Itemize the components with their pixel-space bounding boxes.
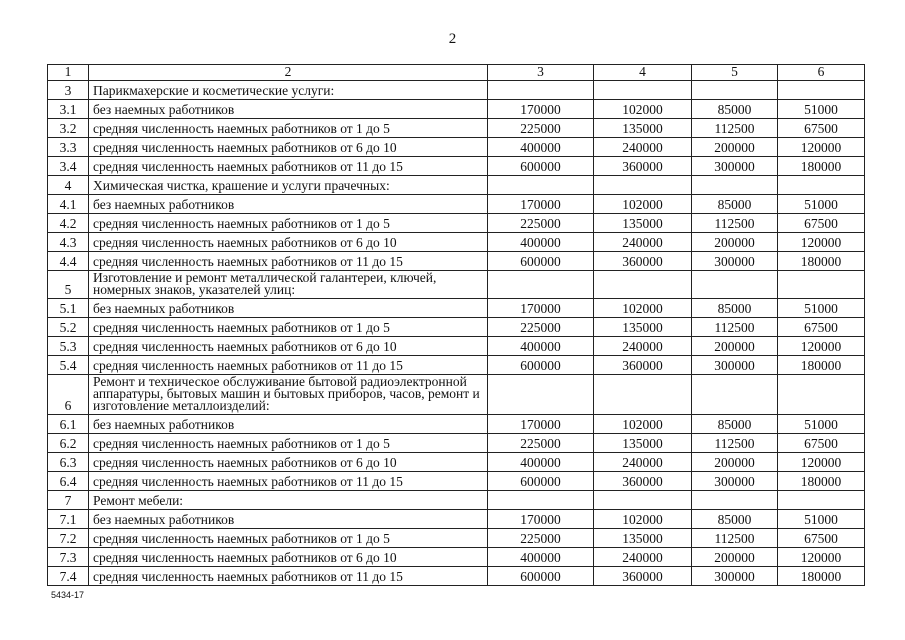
table-row	[48, 100, 865, 119]
row-value-col4: 102000	[594, 195, 692, 214]
table-row	[48, 529, 865, 548]
row-value-col6	[778, 271, 865, 299]
row-name-cell: Изготовление и ремонт металлической галантереи, ключей, номерных знаков, указателей улиц:	[89, 271, 488, 299]
row-value-col6: 67500	[778, 318, 865, 337]
row-value-col3	[488, 271, 594, 299]
row-value-col5: 200000	[692, 138, 778, 157]
row-value-col3: 400000	[488, 138, 594, 157]
table-row	[48, 233, 865, 252]
row-name-cell: средняя численность наемных работников от 1 до 5	[89, 214, 488, 233]
table-row	[48, 214, 865, 233]
row-value-col5: 85000	[692, 510, 778, 529]
tariff-table	[47, 64, 865, 586]
row-value-col6: 120000	[778, 138, 865, 157]
row-value-col3: 170000	[488, 100, 594, 119]
row-value-col4: 240000	[594, 233, 692, 252]
row-code-cell: 5.3	[48, 337, 89, 356]
row-value-col6: 120000	[778, 548, 865, 567]
row-code-cell: 6.3	[48, 453, 89, 472]
row-value-col4: 360000	[594, 157, 692, 176]
row-value-col6: 120000	[778, 453, 865, 472]
row-value-col5: 200000	[692, 233, 778, 252]
row-value-col3: 400000	[488, 337, 594, 356]
row-value-col3: 600000	[488, 472, 594, 491]
row-value-col4: 360000	[594, 252, 692, 271]
row-value-col6	[778, 375, 865, 415]
row-value-col4	[594, 176, 692, 195]
row-name-cell: средняя численность наемных работников от 11 до 15	[89, 157, 488, 176]
table-row	[48, 119, 865, 138]
row-value-col6	[778, 176, 865, 195]
table-row	[48, 299, 865, 318]
row-code-cell: 6.2	[48, 434, 89, 453]
row-value-col3: 600000	[488, 356, 594, 375]
row-value-col6: 51000	[778, 100, 865, 119]
row-value-col3	[488, 375, 594, 415]
row-value-col4	[594, 271, 692, 299]
table-row	[48, 318, 865, 337]
row-value-col4: 135000	[594, 214, 692, 233]
row-value-col6: 51000	[778, 415, 865, 434]
row-value-col5: 200000	[692, 548, 778, 567]
row-value-col5: 300000	[692, 157, 778, 176]
row-name-cell: без наемных работников	[89, 415, 488, 434]
row-value-col5: 300000	[692, 252, 778, 271]
row-value-col5	[692, 81, 778, 100]
table-row	[48, 415, 865, 434]
table-row	[48, 157, 865, 176]
row-value-col4: 240000	[594, 337, 692, 356]
row-value-col6: 67500	[778, 119, 865, 138]
row-code-cell: 4.2	[48, 214, 89, 233]
row-value-col3: 600000	[488, 157, 594, 176]
row-value-col5	[692, 375, 778, 415]
row-value-col4: 135000	[594, 318, 692, 337]
row-value-col4: 240000	[594, 548, 692, 567]
row-value-col5: 112500	[692, 434, 778, 453]
row-value-col4: 135000	[594, 434, 692, 453]
row-name-cell: Ремонт и техническое обслуживание бытовой радиоэлектронной аппаратуры, бытовых машин и бытовых приборов, часов, ремонт и изготовление металлоизделий:	[89, 375, 488, 415]
row-value-col4: 360000	[594, 472, 692, 491]
row-value-col6: 180000	[778, 472, 865, 491]
header-cell-1: 1	[48, 65, 89, 81]
row-value-col6: 120000	[778, 337, 865, 356]
row-value-col3: 225000	[488, 119, 594, 138]
row-name-cell: без наемных работников	[89, 510, 488, 529]
row-name-cell: средняя численность наемных работников от 11 до 15	[89, 252, 488, 271]
row-code-cell: 3.3	[48, 138, 89, 157]
row-value-col5: 112500	[692, 529, 778, 548]
header-cell-5: 5	[692, 65, 778, 81]
row-value-col3	[488, 491, 594, 510]
row-name-cell: средняя численность наемных работников от 1 до 5	[89, 119, 488, 138]
page-number: 2	[448, 31, 457, 47]
row-code-cell: 6	[48, 375, 89, 415]
row-code-cell: 7.3	[48, 548, 89, 567]
row-value-col3: 400000	[488, 453, 594, 472]
row-value-col6: 67500	[778, 214, 865, 233]
row-value-col5	[692, 271, 778, 299]
table-row	[48, 548, 865, 567]
row-value-col6: 180000	[778, 157, 865, 176]
row-value-col3: 225000	[488, 318, 594, 337]
row-code-cell: 7.4	[48, 567, 89, 586]
row-value-col5: 300000	[692, 356, 778, 375]
row-name-cell: без наемных работников	[89, 195, 488, 214]
row-value-col5: 85000	[692, 195, 778, 214]
row-value-col5: 112500	[692, 214, 778, 233]
row-name-cell: без наемных работников	[89, 100, 488, 119]
table-row	[48, 81, 865, 100]
row-name-cell: средняя численность наемных работников от 11 до 15	[89, 356, 488, 375]
row-value-col6: 51000	[778, 299, 865, 318]
table-row	[48, 271, 865, 299]
table-row	[48, 472, 865, 491]
row-code-cell: 5.4	[48, 356, 89, 375]
row-name-cell: средняя численность наемных работников от 1 до 5	[89, 529, 488, 548]
row-name-cell: Ремонт мебели:	[89, 491, 488, 510]
row-code-cell: 4.3	[48, 233, 89, 252]
row-value-col3: 170000	[488, 299, 594, 318]
row-value-col3: 400000	[488, 548, 594, 567]
row-value-col5: 300000	[692, 472, 778, 491]
row-value-col4	[594, 81, 692, 100]
row-name-cell: средняя численность наемных работников от 11 до 15	[89, 472, 488, 491]
row-code-cell: 5.1	[48, 299, 89, 318]
row-value-col3: 170000	[488, 195, 594, 214]
row-value-col5: 85000	[692, 100, 778, 119]
row-code-cell: 6.1	[48, 415, 89, 434]
row-code-cell: 7.1	[48, 510, 89, 529]
row-code-cell: 3	[48, 81, 89, 100]
row-value-col4: 240000	[594, 453, 692, 472]
row-value-col3: 170000	[488, 415, 594, 434]
row-name-cell: Парикмахерские и косметические услуги:	[89, 81, 488, 100]
row-value-col5: 300000	[692, 567, 778, 586]
table-row	[48, 337, 865, 356]
row-value-col4: 102000	[594, 415, 692, 434]
row-value-col5: 200000	[692, 453, 778, 472]
row-value-col6: 180000	[778, 252, 865, 271]
footer-document-code: 5434-17	[51, 590, 85, 600]
row-value-col3	[488, 81, 594, 100]
row-value-col4: 102000	[594, 510, 692, 529]
row-value-col5: 112500	[692, 318, 778, 337]
row-code-cell: 3.2	[48, 119, 89, 138]
row-name-cell: средняя численность наемных работников от 6 до 10	[89, 138, 488, 157]
table-row	[48, 356, 865, 375]
row-value-col6: 180000	[778, 356, 865, 375]
row-code-cell: 5	[48, 271, 89, 299]
table-row	[48, 491, 865, 510]
row-value-col6: 67500	[778, 529, 865, 548]
row-value-col3: 600000	[488, 252, 594, 271]
row-value-col4	[594, 491, 692, 510]
row-name-cell: средняя численность наемных работников от 6 до 10	[89, 337, 488, 356]
row-code-cell: 7	[48, 491, 89, 510]
row-code-cell: 3.1	[48, 100, 89, 119]
row-value-col5: 200000	[692, 337, 778, 356]
row-value-col4: 135000	[594, 529, 692, 548]
table-row	[48, 138, 865, 157]
row-value-col3: 170000	[488, 510, 594, 529]
row-value-col6	[778, 491, 865, 510]
table-row	[48, 176, 865, 195]
row-value-col4: 360000	[594, 567, 692, 586]
row-code-cell: 7.2	[48, 529, 89, 548]
row-value-col6: 51000	[778, 195, 865, 214]
row-value-col6: 67500	[778, 434, 865, 453]
row-value-col5	[692, 176, 778, 195]
row-code-cell: 5.2	[48, 318, 89, 337]
row-value-col5: 85000	[692, 299, 778, 318]
row-value-col6	[778, 81, 865, 100]
row-code-cell: 4.4	[48, 252, 89, 271]
row-name-cell: средняя численность наемных работников от 6 до 10	[89, 548, 488, 567]
row-code-cell: 4.1	[48, 195, 89, 214]
row-name-cell: Химическая чистка, крашение и услуги прачечных:	[89, 176, 488, 195]
row-value-col4	[594, 375, 692, 415]
row-name-cell: средняя численность наемных работников от 6 до 10	[89, 453, 488, 472]
row-value-col4: 360000	[594, 356, 692, 375]
row-value-col3: 225000	[488, 434, 594, 453]
row-value-col4: 102000	[594, 299, 692, 318]
table-row	[48, 510, 865, 529]
table-row	[48, 195, 865, 214]
row-code-cell: 4	[48, 176, 89, 195]
table-row	[48, 252, 865, 271]
row-code-cell: 3.4	[48, 157, 89, 176]
row-value-col5	[692, 491, 778, 510]
row-value-col6: 51000	[778, 510, 865, 529]
header-cell-3: 3	[488, 65, 594, 81]
row-value-col3: 225000	[488, 214, 594, 233]
table-header-row	[48, 65, 865, 81]
row-name-cell: средняя численность наемных работников от 6 до 10	[89, 233, 488, 252]
table-row	[48, 434, 865, 453]
row-name-cell: средняя численность наемных работников от 1 до 5	[89, 434, 488, 453]
row-code-cell: 6.4	[48, 472, 89, 491]
row-value-col4: 135000	[594, 119, 692, 138]
row-value-col3: 400000	[488, 233, 594, 252]
row-name-cell: средняя численность наемных работников от 11 до 15	[89, 567, 488, 586]
row-value-col4: 240000	[594, 138, 692, 157]
row-value-col4: 102000	[594, 100, 692, 119]
header-cell-4: 4	[594, 65, 692, 81]
row-value-col6: 180000	[778, 567, 865, 586]
row-value-col5: 85000	[692, 415, 778, 434]
table-row	[48, 375, 865, 415]
table-row	[48, 453, 865, 472]
table-body	[48, 65, 865, 586]
row-value-col6: 120000	[778, 233, 865, 252]
row-value-col5: 112500	[692, 119, 778, 138]
row-name-cell: средняя численность наемных работников от 1 до 5	[89, 318, 488, 337]
header-cell-2: 2	[89, 65, 488, 81]
row-value-col3: 600000	[488, 567, 594, 586]
row-value-col3: 225000	[488, 529, 594, 548]
header-cell-6: 6	[778, 65, 865, 81]
table-row	[48, 567, 865, 586]
row-name-cell: без наемных работников	[89, 299, 488, 318]
row-value-col3	[488, 176, 594, 195]
